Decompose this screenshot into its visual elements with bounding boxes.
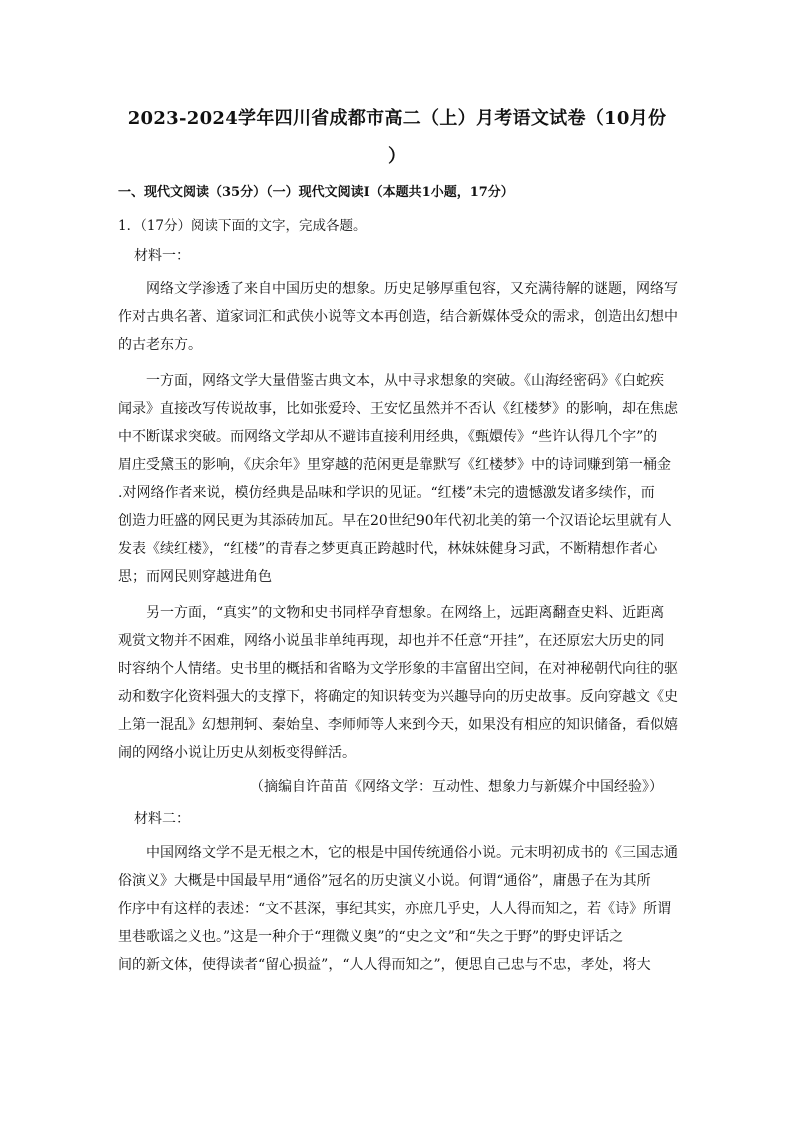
paragraph-line: 俗演义》大概是中国最早用“通俗”冠名的历史演义小说。何谓“通俗”，庸愚子在为其所 [118,873,651,889]
paragraph-line: 一方面，网络文学大量借鉴古典文本，从中寻求想象的突破。《山海经密码》《白蛇疾 [146,373,664,389]
paragraph-line: 网络文学渗透了来自中国历史的想象。历史足够厚重包容，又充满待解的谜题，网络写 [146,281,678,297]
paragraph-line: 中不断谋求突破。而网络文学却从不避讳直接利用经典，《甄嬛传》“些许认得几个字”的 [118,429,658,445]
paragraph-line: 思；而网民则穿越进角色 [118,569,272,585]
exam-title-continuation: ） [388,146,406,167]
paragraph-line: 观赏文物并不困难，网络小说虽非单纯再现，却也并不任意“开挂”，在还原宏大历史的同 [118,633,665,649]
paragraph-line: 动和数字化资料强大的支撑下，将确定的知识转变为兴趣导向的历史故事。反向穿越文《史 [118,689,678,705]
paragraph-line: 眉庄受黛玉的影响，《庆余年》里穿越的范闲更是靠默写《红楼梦》中的诗词赚到第一桶金 [118,457,671,473]
exam-title: 2023-2024学年四川省成都市高二（上）月考语文试卷（10月份 [127,108,667,129]
paragraph-line: 另一方面，“真实”的文物和史书同样孕育想象。在网络上，远距离翻查史料、近距离 [146,605,665,621]
question-intro: 1．（17分）阅读下面的文字，完成各题。 [118,218,367,234]
material-1-label: 材料一： [134,248,190,264]
paragraph-line: .对网络作者来说，模仿经典是品味和学识的见证。“红楼”未完的遗憾激发诸多续作，而 [118,485,655,501]
section-heading: 一、现代文阅读（35分）（一）现代文阅读Ⅰ（本题共1小题，17分） [118,185,514,200]
paragraph-line: 的古老东方。 [118,337,202,353]
paragraph-line: 间的新文体，使得读者“留心损益”，“人人得而知之”，便思自己忠与不忠，孝处，将大 [118,957,651,973]
paragraph-line: 闻录》直接改写传说故事，比如张爱玲、王安忆虽然并不否认《红楼梦》的影响，却在焦虑 [118,401,678,417]
material-2-label: 材料二： [134,811,190,827]
paragraph-line: 创造力旺盛的网民更为其添砖加瓦。早在20世纪90年代初北美的第一个汉语论坛里就有人 [118,513,672,529]
paragraph-line: 里巷歌谣之义也。”这是一种介于“理微义奥”的“史之文”和“失之于野”的野史评话之 [118,929,624,945]
paragraph-line: 时容纳个人情绪。史书里的概括和省略为文学形象的丰富留出空间，在对神秘朝代向往的驱 [118,661,678,677]
paragraph-line: 上第一混乱》幻想荆轲、秦始皇、李师师等人来到今天，如果没有相应的知识储备，看似嬉 [118,717,678,733]
paragraph-line: 作序中有这样的表述：“文不甚深，事纪其实，亦庶几乎史，人人得而知之，若《诗》所谓 [118,901,672,917]
paragraph-line: 中国网络文学不是无根之木，它的根是中国传统通俗小说。元末明初成书的《三国志通 [146,845,678,861]
paragraph-line: 发表《续红楼》，“红楼”的青春之梦更真正跨越时代，林妹妹健身习武，不断精想作者心 [118,541,658,557]
material-1-source: （摘编自许苗苗《网络文学：互动性、想象力与新媒介中国经验》） [250,779,663,795]
paragraph-line: 作对古典名著、道家词汇和武侠小说等文本再创造，结合新媒体受众的需求，创造出幻想中 [118,309,678,325]
paragraph-line: 闹的网络小说让历史从刻板变得鲜活。 [118,745,356,761]
